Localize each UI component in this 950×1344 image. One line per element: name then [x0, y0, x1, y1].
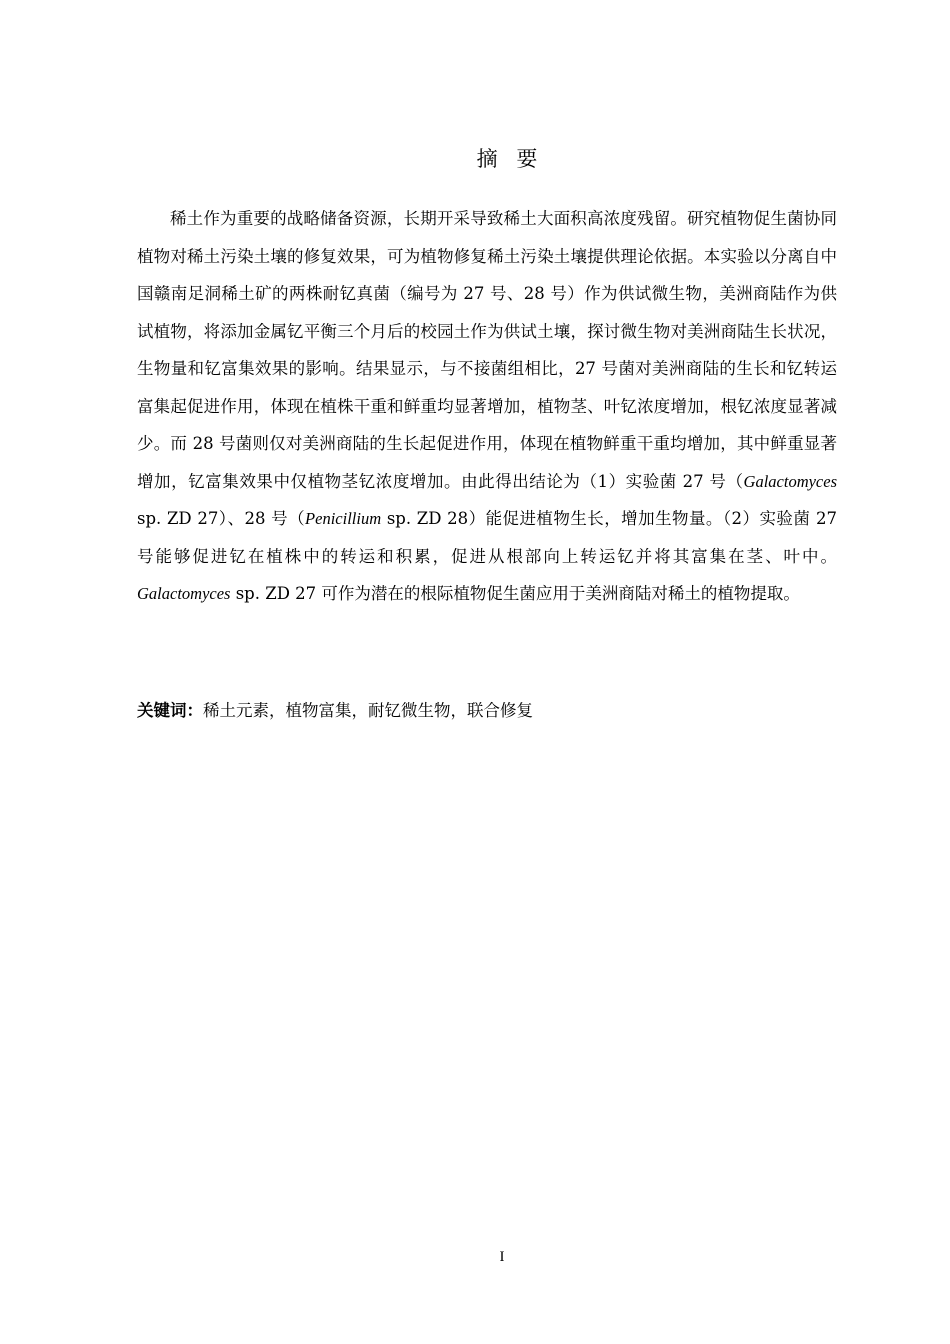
abstract-text-segment: sp. ZD 27）、28 号（: [137, 509, 306, 528]
abstract-text-segment: sp. ZD 27 可作为潜在的根际植物促生菌应用于美洲商陆对稀土的植物提取。: [230, 584, 800, 603]
keywords-terms: 稀土元素，植物富集，耐钇微生物，联合修复: [203, 701, 533, 720]
species-genus-galactomyces: Galactomyces: [743, 471, 837, 491]
species-genus-galactomyces: Galactomyces: [137, 584, 231, 603]
keywords-label: 关键词：: [137, 701, 203, 720]
abstract-paragraph: [137, 200, 837, 613]
species-genus-penicillium: Penicillium: [305, 509, 382, 528]
page-number: I: [499, 1249, 505, 1265]
abstract-text-segment: sp. ZD 28）能促进植物生长，增加生物量。（2）实验菌 27 号能够促进钇在植株中的转运和积累，促进从根部向上转运钇并将其富集在茎、叶中。: [137, 509, 837, 566]
keywords-line: [137, 692, 837, 730]
abstract-title: 摘 要: [476, 147, 544, 171]
abstract-text-segment: 稀土作为重要的战略储备资源，长期开采导致稀土大面积高浓度残留。研究植物促生菌协同植物对稀土污染土壤的修复效果，可为植物修复稀土污染土壤提供理论依据。本实验以分离自中国赣南足洞稀土矿的两株耐钇真菌（编号为 27 号、28 号）作为供试微生物，美洲商陆作为供试植物，将添加金属钇平衡三个月后的校园土作为供试土壤，探讨微生物对美洲商陆生长状况，生物量和钇富集效果的影响。结果显示，与不接菌组相比，27 号菌对美洲商陆的生长和钇转运富集起促进作用，体现在植株干重和鲜重均显著增加，植物茎、叶钇浓度增加，根钇浓度显著减少。而 28 号菌则仅对美洲商陆的生长起促进作用，体现在植物鲜重干重均增加，其中鲜重显著增加，钇富集效果中仅植物茎钇浓度增加。由此得出结论为（1）实验菌 27 号（: [137, 209, 837, 491]
abstract-body: [137, 200, 837, 613]
